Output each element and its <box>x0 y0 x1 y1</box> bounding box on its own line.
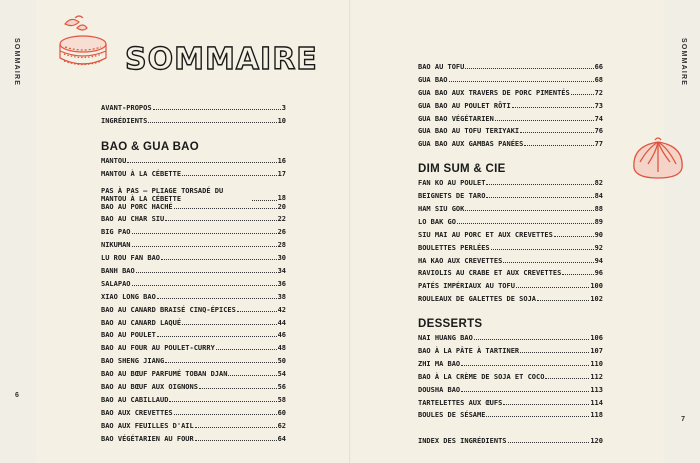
toc-entry-name: BAO AU BŒUF PARFUMÉ TOBAN DJAN <box>101 370 228 379</box>
toc-entry-name: BAO AU CHAR SIU <box>101 215 165 224</box>
toc-entry-page: 64 <box>277 434 286 443</box>
toc-entry-name: BIG PAO <box>101 228 131 237</box>
toc-entry-page: 89 <box>594 217 603 226</box>
toc-row[interactable] <box>101 331 286 344</box>
toc-row[interactable] <box>418 140 603 153</box>
toc-entry-page: 118 <box>590 411 603 420</box>
toc-entry-name: BOULETTES PERLÉES <box>418 243 490 252</box>
toc-entry-page: 62 <box>277 421 286 430</box>
page-number-right: 7 <box>681 416 685 423</box>
toc-row[interactable] <box>418 76 603 89</box>
dot-leader <box>524 145 593 146</box>
toc-entry-page: 66 <box>594 63 603 71</box>
toc-entry-name: BEIGNETS DE TARO <box>418 192 486 201</box>
dot-leader <box>199 388 277 389</box>
toc-entry-page: 88 <box>594 205 603 214</box>
toc-entry-page: 30 <box>277 254 286 263</box>
toc-entry-name: INGRÉDIENTS <box>101 116 148 125</box>
toc-entry-page: 68 <box>594 75 603 84</box>
toc-entry-page: 44 <box>277 318 286 327</box>
toc-entry-page: 18 <box>277 193 286 202</box>
toc-entry-page: 58 <box>277 395 286 404</box>
toc-entry-name: BAO AUX CREVETTES <box>101 408 173 417</box>
toc-entry-page: 100 <box>590 282 603 291</box>
dot-leader <box>161 259 277 260</box>
toc-entry-name: NAI HUANG BAO <box>418 334 473 343</box>
toc-entry-page: 54 <box>277 370 286 379</box>
toc-entry-name: BAO VÉGÉTARIEN AU FOUR <box>101 434 194 443</box>
dot-leader <box>520 132 593 133</box>
toc-entry-page: 96 <box>594 269 603 278</box>
side-label-right: SOMMAIRE <box>680 38 687 87</box>
toc-entry-name: INDEX DES INGRÉDIENTS <box>418 437 507 446</box>
toc-entry-page: 102 <box>590 295 603 304</box>
dot-leader <box>512 107 594 108</box>
toc-entry-name: LO BAK GO <box>418 217 456 226</box>
toc-row[interactable] <box>101 241 286 254</box>
toc-entry-page: 90 <box>594 230 603 239</box>
toc-row[interactable] <box>418 360 603 373</box>
toc-entry-name: BAO AU PORC HACHÉ <box>101 202 173 211</box>
toc-entry-name: MANTOU À LA CÉBETTE <box>101 169 182 178</box>
toc-row[interactable] <box>418 102 603 115</box>
toc-row[interactable] <box>418 231 603 244</box>
toc-entry-page: 74 <box>594 114 603 123</box>
toc-row[interactable] <box>418 179 603 192</box>
dot-leader <box>554 236 594 237</box>
toc-entry-page: 76 <box>594 127 603 136</box>
toc-entry-name: HAM SIU GOK <box>418 205 465 214</box>
dot-leader <box>486 197 593 198</box>
dot-leader <box>545 378 589 379</box>
toc-entry-name: MANTOU <box>101 156 127 165</box>
toc-entry-name: BAO À LA CRÈME DE SOJA ET COCO <box>418 372 545 381</box>
toc-entry-name: BAO À LA PÂTE À TARTINER <box>418 347 520 356</box>
toc-row[interactable] <box>418 218 603 231</box>
toc-entry-name: SIU MAI AU PORC ET AUX CREVETTES <box>418 230 553 239</box>
toc-entry-page: 46 <box>277 331 286 340</box>
dot-leader <box>537 300 589 301</box>
dot-leader <box>182 175 276 176</box>
toc-entry-name: BAO AU FOUR AU POULET-CURRY <box>101 344 215 353</box>
dot-leader <box>228 375 276 376</box>
toc-entry-name: BAO AU CANARD LAQUÉ <box>101 318 182 327</box>
toc-row[interactable] <box>101 203 286 216</box>
toc-entry-name: BAO AU POULET <box>101 331 156 340</box>
toc-entry-page: 16 <box>277 156 286 165</box>
toc-entry-name: RAVIOLIS AU CRABE ET AUX CREVETTES <box>418 269 562 278</box>
toc-entry-name: TARTELETTES AUX ŒUFS <box>418 398 503 407</box>
toc-row[interactable] <box>101 228 286 241</box>
bao-bun-icon <box>629 134 687 184</box>
toc-row[interactable] <box>418 115 603 128</box>
dot-leader <box>486 184 593 185</box>
toc-entry-name: GUA BAO AUX TRAVERS DE PORC PIMENTÉS <box>418 88 570 97</box>
dot-leader <box>237 311 277 312</box>
dot-leader <box>461 365 589 366</box>
page-title: SOMMAIRE <box>125 42 318 77</box>
dot-leader <box>461 391 589 392</box>
toc-entry-name: SALAPAO <box>101 279 131 288</box>
toc-entry-name: DOUSHA BAO <box>418 385 461 394</box>
toc-entry-page: 60 <box>277 408 286 417</box>
dot-leader <box>508 442 590 443</box>
dot-leader <box>153 109 281 110</box>
toc-entry-page: 3 <box>281 104 286 112</box>
dot-leader <box>195 427 277 428</box>
toc-row[interactable] <box>418 399 603 412</box>
dot-leader <box>516 287 589 288</box>
toc-row[interactable] <box>101 344 286 357</box>
toc-entry-name: NIKUMAN <box>101 241 131 250</box>
toc-row[interactable] <box>418 269 603 282</box>
toc-right-column <box>418 63 603 450</box>
toc-entry-name: XIAO LONG BAO <box>101 292 156 301</box>
section-heading-desserts: DESSERTS <box>418 318 483 331</box>
toc-entry-page: 114 <box>590 398 603 407</box>
page-number-left: 6 <box>15 392 19 399</box>
toc-entry-page: 28 <box>277 241 286 250</box>
toc-row[interactable] <box>418 127 603 140</box>
toc-row[interactable] <box>101 435 286 448</box>
toc-entry-name: BAO SHENG JIANG <box>101 357 165 366</box>
toc-entry-page: 48 <box>277 344 286 353</box>
toc-entry-name: HA KAO AUX CREVETTES <box>418 256 503 265</box>
toc-entry-page: 113 <box>590 385 603 394</box>
toc-entry-page: 77 <box>594 140 603 149</box>
toc-row[interactable] <box>101 215 286 228</box>
dot-leader <box>503 404 589 405</box>
dot-leader <box>132 233 277 234</box>
toc-row[interactable] <box>418 386 603 399</box>
toc-row-index[interactable] <box>418 437 603 450</box>
toc-entry-page: 107 <box>590 347 603 356</box>
dot-leader <box>174 414 277 415</box>
toc-entry-page: 36 <box>277 279 286 288</box>
dot-leader <box>495 120 594 121</box>
dot-leader <box>503 262 593 263</box>
toc-row[interactable] <box>418 282 603 295</box>
toc-row[interactable] <box>418 244 603 257</box>
toc-entry-name: BAO AU CABILLAUD <box>101 395 169 404</box>
toc-entry-page: 22 <box>277 215 286 224</box>
dot-leader <box>132 246 277 247</box>
toc-entry-page: 50 <box>277 357 286 366</box>
toc-row[interactable] <box>418 347 603 360</box>
dot-leader <box>562 274 593 275</box>
toc-entry-name: BAO AU TOFU <box>418 63 465 71</box>
toc-entry-page: 26 <box>277 228 286 237</box>
dot-leader <box>465 68 593 69</box>
toc-entry-name: PAS À PAS – PLIAGE TORSADÉ DU MANTOU À LA CÉBETTE <box>101 186 224 203</box>
toc-entry-name: AVANT-PROPOS <box>101 104 152 112</box>
toc-row[interactable] <box>101 293 286 306</box>
toc-row[interactable] <box>101 267 286 280</box>
toc-row[interactable] <box>418 257 603 270</box>
toc-entry-page: 84 <box>594 192 603 201</box>
toc-entry-name: BANH BAO <box>101 267 135 276</box>
toc-entry-page: 73 <box>594 101 603 110</box>
dot-leader <box>520 352 589 353</box>
toc-entry-page: 17 <box>277 169 286 178</box>
toc-entry-name: LU ROU FAN BAO <box>101 254 161 263</box>
toc-entry-page: 34 <box>277 267 286 276</box>
dot-leader <box>486 416 589 417</box>
toc-row[interactable] <box>418 192 603 205</box>
toc-row[interactable] <box>418 89 603 102</box>
toc-row[interactable] <box>418 205 603 218</box>
toc-entry-page: 72 <box>594 88 603 97</box>
dot-leader <box>182 324 276 325</box>
toc-row[interactable] <box>101 409 286 422</box>
toc-entry-name: ZHI MA BAO <box>418 359 461 368</box>
toc-entry-name: BAO AU CANARD BRAISÉ CINQ-ÉPICES <box>101 305 236 314</box>
toc-row[interactable] <box>101 183 286 203</box>
toc-row[interactable] <box>101 396 286 409</box>
page-fold <box>349 0 351 463</box>
toc-entry-name: FAN KO AU POULET <box>418 179 486 188</box>
toc-entry-page: 82 <box>594 179 603 188</box>
dot-leader <box>165 220 276 221</box>
dot-leader <box>165 362 276 363</box>
toc-row[interactable] <box>101 306 286 319</box>
toc-left-column <box>101 104 286 447</box>
toc-row[interactable] <box>418 373 603 386</box>
dot-leader <box>157 298 277 299</box>
dot-leader <box>148 122 276 123</box>
toc-entry-name: GUA BAO VÉGÉTARIEN <box>418 114 494 123</box>
toc-entry-page: 92 <box>594 243 603 252</box>
toc-entry-name: PATÉS IMPÉRIAUX AU TOFU <box>418 282 515 291</box>
toc-entry-page: 10 <box>277 116 286 125</box>
toc-entry-page: 110 <box>590 359 603 368</box>
toc-entry-page: 20 <box>277 202 286 211</box>
toc-entry-page: 38 <box>277 292 286 301</box>
dot-leader <box>465 210 593 211</box>
dot-leader <box>132 285 277 286</box>
toc-entry-name: ROULEAUX DE GALETTES DE SOJA <box>418 295 537 304</box>
toc-row[interactable] <box>101 280 286 293</box>
bamboo-steamer-icon <box>55 14 111 72</box>
toc-row[interactable] <box>418 334 603 347</box>
dot-leader <box>571 94 594 95</box>
toc-entry-page: 120 <box>590 437 603 446</box>
toc-entry-name: GUA BAO AU TOFU TERIYAKI <box>418 127 520 136</box>
toc-row[interactable] <box>418 411 603 424</box>
dot-leader <box>136 272 277 273</box>
dot-leader <box>157 336 277 337</box>
toc-row[interactable] <box>101 254 286 267</box>
dot-leader <box>195 440 277 441</box>
toc-row[interactable] <box>101 319 286 332</box>
toc-row[interactable] <box>418 63 603 76</box>
dot-leader <box>216 349 277 350</box>
toc-entry-name: GUA BAO AU POULET RÔTI <box>418 101 511 110</box>
dot-leader <box>127 162 276 163</box>
dot-leader <box>174 208 277 209</box>
toc-entry-page: 94 <box>594 256 603 265</box>
toc-row[interactable] <box>101 357 286 370</box>
dot-leader <box>474 339 590 340</box>
toc-row[interactable] <box>101 170 286 183</box>
toc-entry-name: BAO AU BŒUF AUX OIGNONS <box>101 383 198 392</box>
toc-entry-name: BOULES DE SÉSAME <box>418 411 486 420</box>
toc-row[interactable] <box>101 117 286 130</box>
dot-leader <box>491 249 594 250</box>
section-heading-bao: BAO & GUA BAO <box>101 140 200 153</box>
toc-row[interactable] <box>101 383 286 396</box>
dot-leader <box>252 200 277 201</box>
dot-leader <box>457 223 594 224</box>
dot-leader <box>169 401 276 402</box>
section-heading-dimsum: DIM SUM & CIE <box>418 163 506 176</box>
side-label-left: SOMMAIRE <box>13 38 20 87</box>
toc-row[interactable] <box>101 104 286 117</box>
toc-entry-page: 56 <box>277 383 286 392</box>
toc-row[interactable] <box>101 157 286 170</box>
toc-entry-name: GUA BAO <box>418 75 448 84</box>
toc-row[interactable] <box>418 295 603 308</box>
toc-row[interactable] <box>101 370 286 383</box>
toc-entry-page: 42 <box>277 305 286 314</box>
toc-row[interactable] <box>101 422 286 435</box>
toc-entry-page: 106 <box>590 334 603 343</box>
dot-leader <box>449 81 594 82</box>
toc-entry-name: GUA BAO AUX GAMBAS PANÉES <box>418 140 524 149</box>
toc-entry-page: 112 <box>590 372 603 381</box>
toc-entry-name: BAO AUX FEUILLES D'AIL <box>101 421 194 430</box>
